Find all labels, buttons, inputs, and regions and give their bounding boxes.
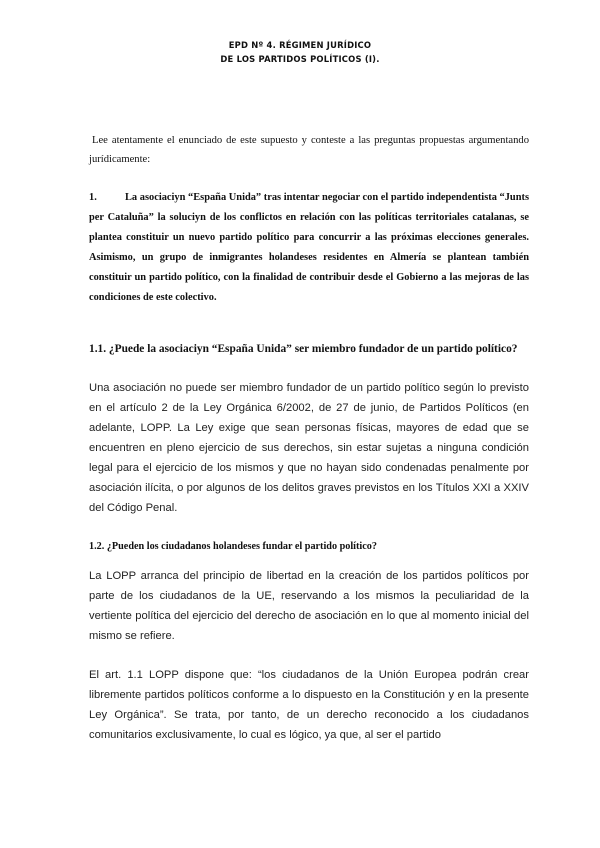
document-title-line-1: EPD Nº 4. RÉGIMEN JURÍDICO — [228, 40, 372, 50]
question-2-answer-paragraph-1: La LOPP arranca del principio de libertad en la creación de los partidos políticos por parte de los ciudadanos de la UE, reservando a los mismos la peculiaridad de la vertiente política del ejercicio del derecho de asociación en lo que al momento inicial del mismo se refiere. — [89, 570, 529, 642]
intro-paragraph: Lee atentamente el enunciado de este supuesto y conteste a las preguntas propuestas argumentando jurídicamente: — [89, 135, 529, 165]
question-2-heading: 1.2. ¿Pueden los ciudadanos holandeses fundar el partido político? — [89, 541, 377, 552]
case-text: La asociaciyn “España Unida” tras intentar negociar con el partido independentista “Junts per Cataluña” la soluciyn de los conflictos en relación con las políticas territoriales catalanas, se plantea constituir un nuevo partido político para concurrir a las próximas elecciones generales. Asimismo, un grupo de inmigrantes holandeses residentes en Almería se plantean también constituir un partido político, con la finalidad de contribuir desde el Gobierno a las mejoras de las condiciones de este colectivo. — [89, 192, 529, 303]
question-1-heading: 1.1. ¿Puede la asociaciyn “España Unida” ser miembro fundador de un partido político? — [89, 343, 518, 355]
question-1-answer: Una asociación no puede ser miembro fundador de un partido político según lo previsto en el artículo 2 de la Ley Orgánica 6/2002, de 27 de junio, de Partidos Políticos (en adelante, LOPP. La Ley exige que sean personas físicas, mayores de edad que se encuentren en pleno ejercicio de sus derechos, sin estar sujetas a ninguna condición legal para el ejercicio de los mismos y que no hayan sido condenadas penalmente por asociación ilícita, o por algunos de los delitos graves previstos en los Títulos XXI a XXIV del Código Penal. — [89, 382, 529, 514]
document-title-line-2: DE LOS PARTIDOS POLÍTICOS (I). — [220, 54, 380, 64]
case-statement — [89, 188, 529, 308]
case-number: 1. — [89, 192, 97, 203]
question-2-answer-paragraph-2: El art. 1.1 LOPP dispone que: “los ciudadanos de la Unión Europea podrán crear libremente partidos políticos conforme a lo dispuesto en la Constitución y en la presente Ley Orgánica”. Se trata, por tanto, de un derecho reconocido a los ciudadanos comunitarios exclusivamente, lo cual es lógico, ya que, al ser el partido — [89, 669, 529, 741]
